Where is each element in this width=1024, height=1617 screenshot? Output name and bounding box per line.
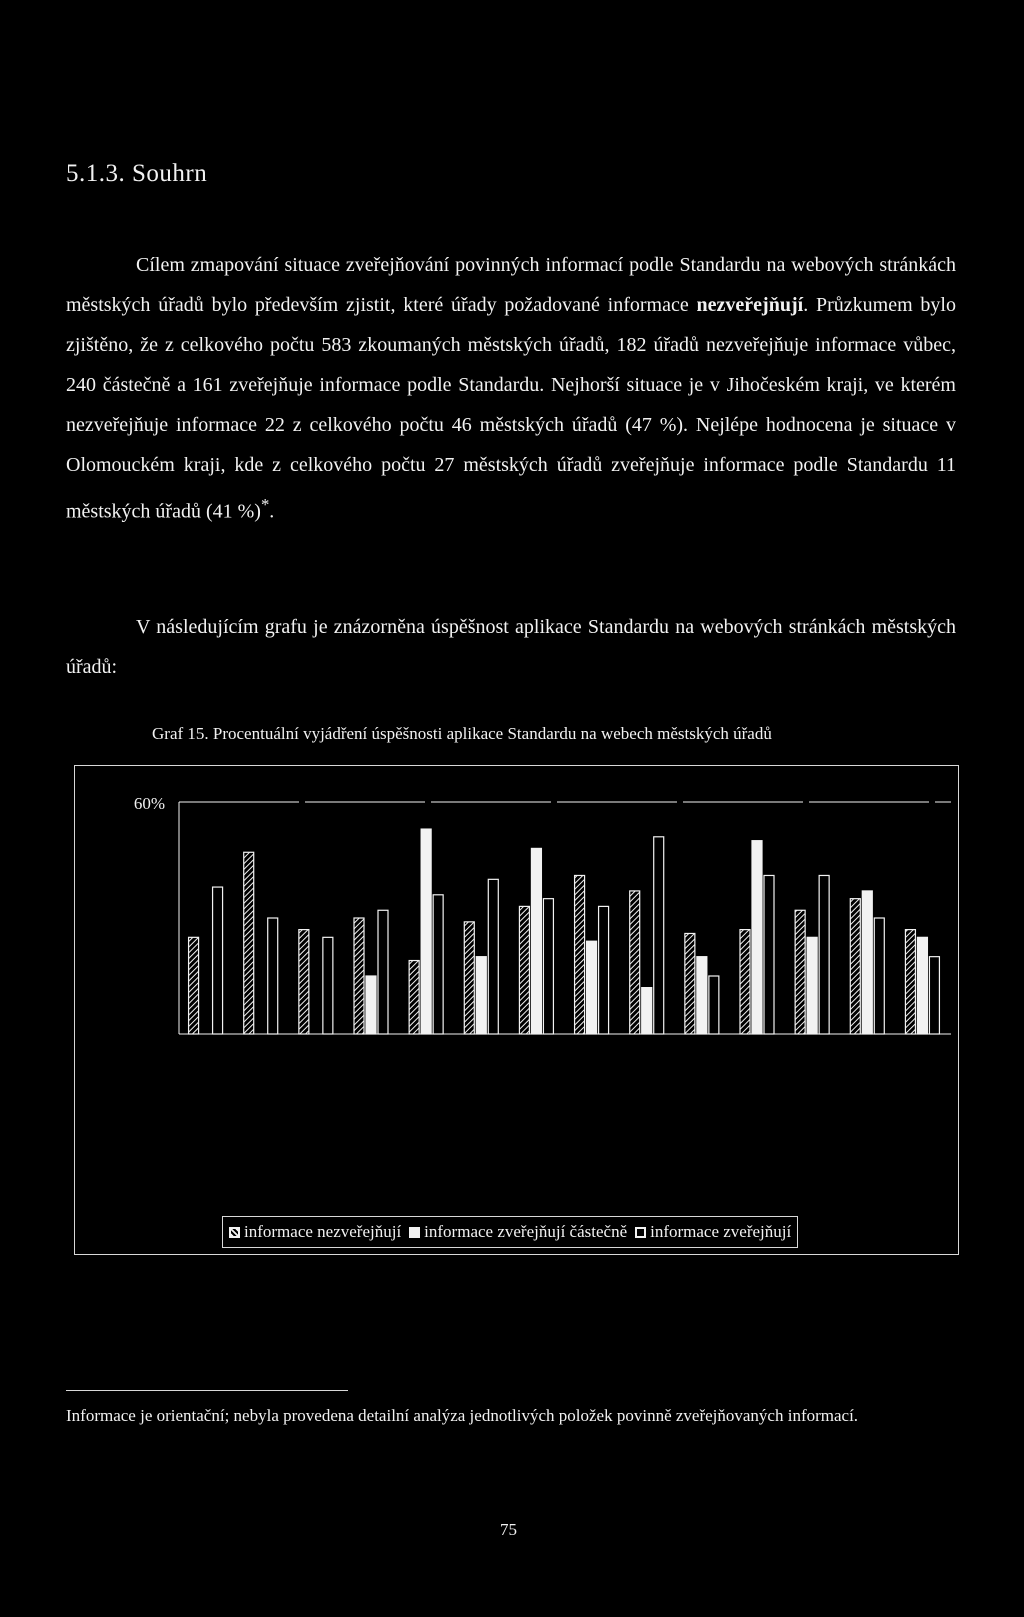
chart-intro-text: V následujícím grafu je znázorněna úspěšnost aplikace Standardu na webových stránkách městských úřadů: [66, 616, 956, 678]
bar-3-cat-4 [378, 910, 388, 1034]
bar-1-cat-5 [409, 961, 419, 1034]
bar-3-cat-14 [929, 957, 939, 1034]
summary-bold-word: nezveřejňují [696, 294, 804, 316]
legend-swatch-solid-icon [409, 1227, 420, 1238]
bar-1-cat-3 [299, 930, 309, 1034]
legend-label: informace zveřejňují [650, 1222, 792, 1241]
bar-3-cat-2 [268, 918, 278, 1034]
chart-frame [74, 765, 959, 1255]
bar-2-cat-14 [917, 937, 927, 1034]
bar-3-cat-6 [488, 879, 498, 1034]
bar-3-cat-7 [543, 899, 553, 1034]
page-number: 75 [500, 1520, 517, 1539]
bar-2-cat-5 [421, 829, 431, 1034]
footnote: Informace je orientační; nebyla provedena detailní analýza jednotlivých položek povinně zveřejňovaných informací. [66, 1406, 859, 1425]
bar-2-cat-6 [476, 957, 486, 1034]
summary-text-1: Cílem zmapování situace zveřejňování povinných informací podle Standardu na webových stránkách městských úřadů bylo především zjistit, které úřady požadované informace [66, 254, 956, 316]
bar-1-cat-8 [575, 875, 585, 1034]
legend-item-nezverejnuji [229, 1222, 401, 1242]
bar-1-cat-6 [464, 922, 474, 1034]
bar-2-cat-13 [862, 891, 872, 1034]
bar-3-cat-11 [764, 875, 774, 1034]
bar-1-cat-10 [685, 933, 695, 1034]
bar-1-cat-14 [905, 930, 915, 1034]
bar-3-cat-13 [874, 918, 884, 1034]
summary-paragraph [66, 245, 956, 532]
bar-3-cat-12 [819, 875, 829, 1034]
bar-2-cat-9 [642, 988, 652, 1034]
bar-1-cat-11 [740, 930, 750, 1034]
bar-2-cat-11 [752, 841, 762, 1034]
bar-2-cat-4 [366, 976, 376, 1034]
bar-1-cat-7 [519, 906, 529, 1034]
legend-label: informace nezveřejňují [244, 1222, 402, 1241]
bar-2-cat-7 [531, 848, 541, 1034]
bar-3-cat-9 [654, 837, 664, 1034]
legend-item-zverejnuji [635, 1222, 791, 1242]
chart-legend [222, 1216, 798, 1248]
bar-1-cat-12 [795, 910, 805, 1034]
bar-2-cat-8 [587, 941, 597, 1034]
bar-1-cat-13 [850, 899, 860, 1034]
bar-3-cat-3 [323, 937, 333, 1034]
legend-swatch-hatched-icon [229, 1227, 240, 1238]
summary-text-end: . [269, 500, 275, 523]
footnote-marker[interactable]: * [260, 495, 270, 514]
chart-intro-paragraph [66, 607, 956, 687]
bar-3-cat-10 [709, 976, 719, 1034]
y-tick-label: 60% [133, 794, 165, 813]
bar-3-cat-5 [433, 895, 443, 1034]
figure-caption: Graf 15. Procentuální vyjádření úspěšnosti aplikace Standardu na webech městských úřadů [152, 724, 772, 743]
legend-item-castecne [409, 1222, 627, 1242]
bar-1-cat-2 [244, 852, 254, 1034]
bar-1-cat-4 [354, 918, 364, 1034]
legend-swatch-empty-icon [635, 1227, 646, 1238]
bar-chart [75, 766, 958, 1254]
bar-3-cat-8 [599, 906, 609, 1034]
bar-1-cat-9 [630, 891, 640, 1034]
bar-2-cat-12 [807, 937, 817, 1034]
bar-1-cat-1 [189, 937, 199, 1034]
summary-text-2: . Průzkumem bylo zjištěno, že z celkového počtu 583 zkoumaných městských úřadů, 182 úřadů nezveřejňuje informace vůbec, 240 částečně a 161 zveřejňuje informace podle Standardu. Nejhorší situace je v Jihočeském kraji, ve kterém nezveřejňuje informace 22 z celkového počtu 46 městských úřadů (47 %). Nejlépe hodnocena je situace v Olomouckém kraji, kde z celkového počtu 27 městských úřadů zveřejňuje informace podle Standardu 11 městských úřadů (41 %) [66, 294, 956, 523]
bar-2-cat-10 [697, 957, 707, 1034]
footnote-divider [66, 1390, 348, 1391]
legend-label: informace zveřejňují částečně [424, 1222, 628, 1241]
section-heading: 5.1.3. Souhrn [66, 160, 208, 187]
bar-3-cat-1 [213, 887, 223, 1034]
